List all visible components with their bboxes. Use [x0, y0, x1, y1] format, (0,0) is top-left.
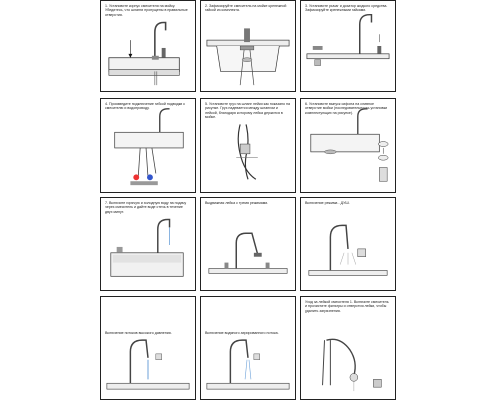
- step-9-panel: [300, 197, 396, 291]
- step-10-panel: [100, 296, 196, 400]
- step-7-panel: [100, 197, 196, 291]
- step-4-panel: [100, 98, 196, 193]
- lever-dispenser-illustration: [301, 1, 395, 91]
- step-11-panel: [200, 296, 296, 400]
- instruction-grid: [100, 0, 400, 400]
- pullout-spray-illustration: [201, 198, 295, 290]
- aerated-flow-illustration: [201, 297, 295, 399]
- step-3-panel: [300, 0, 396, 92]
- step-6-caption: 6. Установите выпуск сифона на сливное отверстие мойки (последовательность установки комплектующих на рисунке).: [305, 102, 388, 115]
- step-3-caption: 3. Установите рычаг и дозатор жидкого средства. Зафиксируйте крепежными гайками.: [305, 4, 388, 13]
- water-flush-illustration: [101, 198, 195, 290]
- spray-head-cleaning-illustration: [301, 297, 395, 399]
- step-2-caption: 2. Зафиксируйте смеситель на мойке крепежной гайкой из комплекта.: [205, 4, 287, 13]
- step-9-caption: Включение режима - ДУШ.: [305, 201, 350, 205]
- step-5-caption: 5. Установите груз на шланг лейки как показано на рисунке. Груз надевается между шлангом и лейкой, благодаря которому лейка держится в мойке.: [205, 102, 290, 120]
- shower-mode-illustration: [301, 198, 395, 290]
- step-10-caption: Включение потоков высокого давления.: [105, 331, 172, 335]
- hose-weight-illustration: [201, 99, 295, 192]
- hose-connection-illustration: [101, 99, 195, 192]
- step-6-panel: [300, 98, 396, 193]
- step-5-panel: [200, 98, 296, 193]
- mount-faucet-illustration: [101, 1, 195, 91]
- drain-siphon-illustration: [301, 99, 395, 192]
- step-1-caption: 1. Установите корпус смесителя на мойку. Убедитесь, что шланги пропущены в правильные отверстия.: [105, 4, 188, 17]
- fix-nut-illustration: [201, 1, 295, 91]
- step-12-panel: [300, 296, 396, 400]
- step-8-panel: [200, 197, 296, 291]
- step-2-panel: [200, 0, 296, 92]
- step-12-caption: Уход за лейкой смесителя 1. Включите смеситель и прочистите фильтры и отверстия лейки, чтобы удалить загрязнения.: [305, 300, 389, 313]
- high-pressure-illustration: [101, 297, 195, 399]
- step-4-caption: 4. Произведите подключение гибкой подводки к смесителю и водопроводу.: [105, 102, 185, 111]
- step-11-caption: Включение водяного аэрированного потока.: [205, 331, 279, 335]
- step-1-panel: [100, 0, 196, 92]
- step-8-caption: Выдвижная лейка с тремя режимами.: [205, 201, 269, 205]
- step-7-caption: 7. Включите горячую и холодную воду на подачу через смеситель и дайте воде стечь в течение двух минут.: [105, 201, 187, 214]
